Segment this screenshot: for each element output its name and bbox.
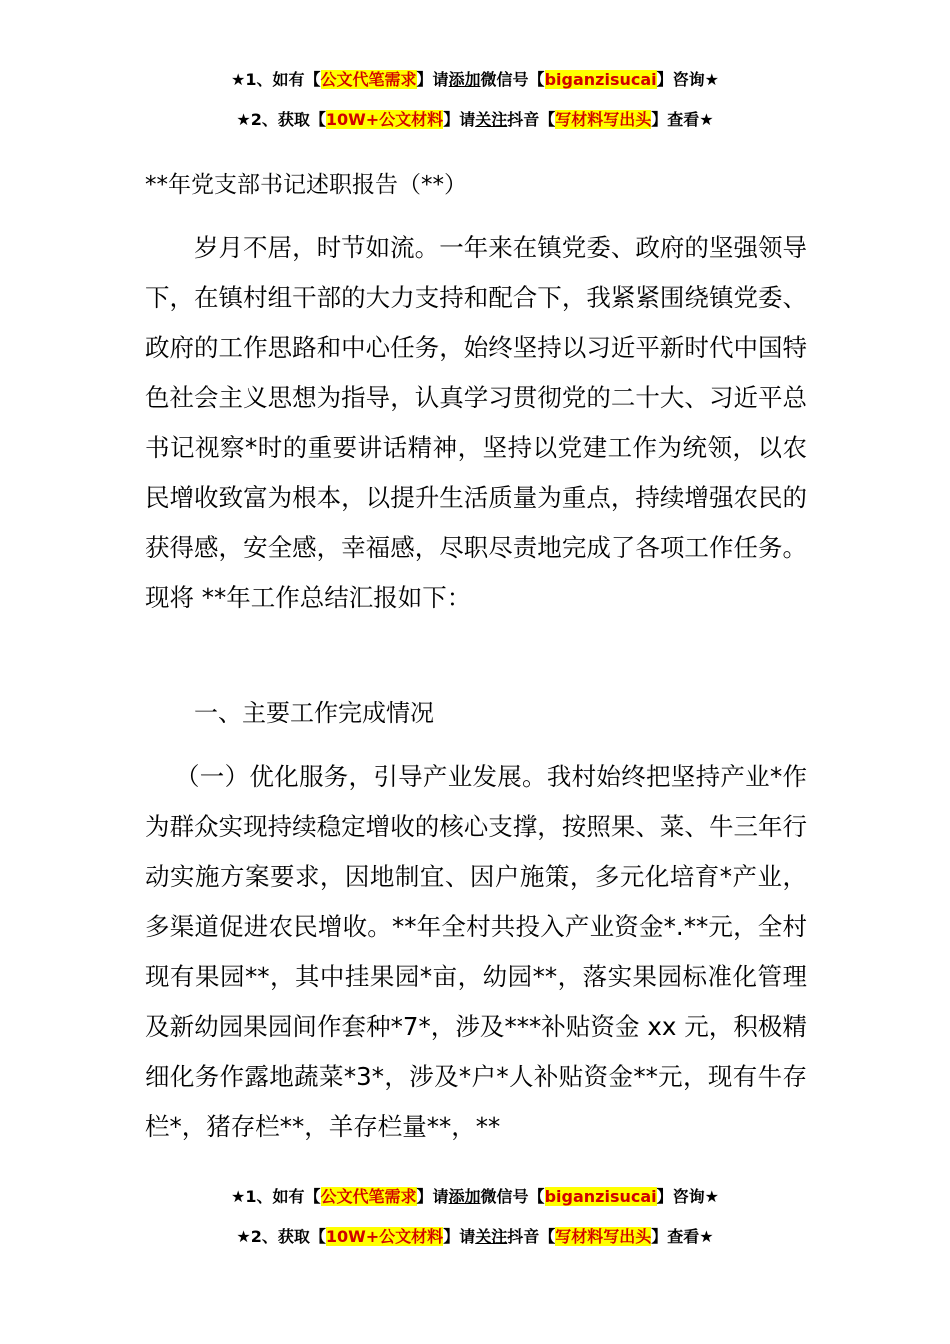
highlight-ghostwriting: 公文代笔需求 bbox=[320, 1187, 417, 1206]
section-heading: 一、主要工作完成情况 bbox=[194, 699, 434, 727]
banner-text: 】咨询★ bbox=[656, 1187, 719, 1206]
banner-text: 】请 bbox=[416, 70, 449, 89]
highlight-douyin-account: 写材料写出头 bbox=[555, 110, 652, 129]
highlight-douyin-account: 写材料写出头 bbox=[555, 1227, 652, 1246]
banner-text: 抖音【 bbox=[507, 1227, 556, 1246]
banner-text: ★2、获取【 bbox=[236, 1227, 326, 1246]
highlight-wechat-id: biganzisucai bbox=[544, 1187, 657, 1206]
banner-text: ★2、获取【 bbox=[236, 110, 326, 129]
banner-emphasis-follow: 关注 bbox=[475, 110, 508, 129]
banner-text: 】请 bbox=[443, 1227, 476, 1246]
banner-text: ★1、如有【 bbox=[231, 70, 321, 89]
header-banner-line1 bbox=[0, 68, 950, 92]
footer-banner-line1 bbox=[0, 1185, 950, 1209]
document-title: **年党支部书记述职报告（**） bbox=[145, 172, 467, 198]
section-paragraph: （一）优化服务，引导产业发展。我村始终把坚持产业*作为群众实现持续稳定增收的核心支撑，按照果、菜、牛三年行动实施方案要求，因地制宜、因户施策，多元化培育*产业，多渠道促进农民增收。**年全村共投入产业资金*.**元，全村现有果园**，其中挂果园*亩，幼园**，落实果园标准化管理及新幼园果园间作套种*7*，涉及***补贴资金 xx 元，积极精细化务作露地蔬菜*3*，涉及*户*人补贴资金**元，现有牛存栏*，猪存栏**，羊存栏量**，** bbox=[145, 762, 807, 1141]
banner-text: 微信号【 bbox=[480, 70, 545, 89]
banner-text: 】咨询★ bbox=[656, 70, 719, 89]
highlight-ghostwriting: 公文代笔需求 bbox=[320, 70, 417, 89]
banner-emphasis-add: 添加 bbox=[448, 70, 481, 89]
banner-emphasis-add: 添加 bbox=[448, 1187, 481, 1206]
banner-text: ★1、如有【 bbox=[231, 1187, 321, 1206]
highlight-materials: 10W+公文材料 bbox=[325, 110, 444, 129]
banner-emphasis-follow: 关注 bbox=[475, 1227, 508, 1246]
highlight-materials: 10W+公文材料 bbox=[325, 1227, 444, 1246]
banner-text: 抖音【 bbox=[507, 110, 556, 129]
banner-text: 】查看★ bbox=[651, 110, 714, 129]
header-banner-line2 bbox=[0, 108, 950, 132]
intro-paragraph: 岁月不居，时节如流。一年来在镇党委、政府的坚强领导下，在镇村组干部的大力支持和配合下，我紧紧围绕镇党委、政府的工作思路和中心任务，始终坚持以习近平新时代中国特色社会主义思想为指导，认真学习贯彻党的二十大、习近平总书记视察*时的重要讲话精神，坚持以党建工作为统领，以农民增收致富为根本，以提升生活质量为重点，持续增强农民的获得感，安全感，幸福感，尽职尽责地完成了各项工作任务。现将 **年工作总结汇报如下： bbox=[145, 233, 807, 612]
banner-text: 】查看★ bbox=[651, 1227, 714, 1246]
highlight-wechat-id: biganzisucai bbox=[544, 70, 657, 89]
footer-banner-line2 bbox=[0, 1225, 950, 1249]
banner-text: 微信号【 bbox=[480, 1187, 545, 1206]
banner-text: 】请 bbox=[443, 110, 476, 129]
banner-text: 】请 bbox=[416, 1187, 449, 1206]
